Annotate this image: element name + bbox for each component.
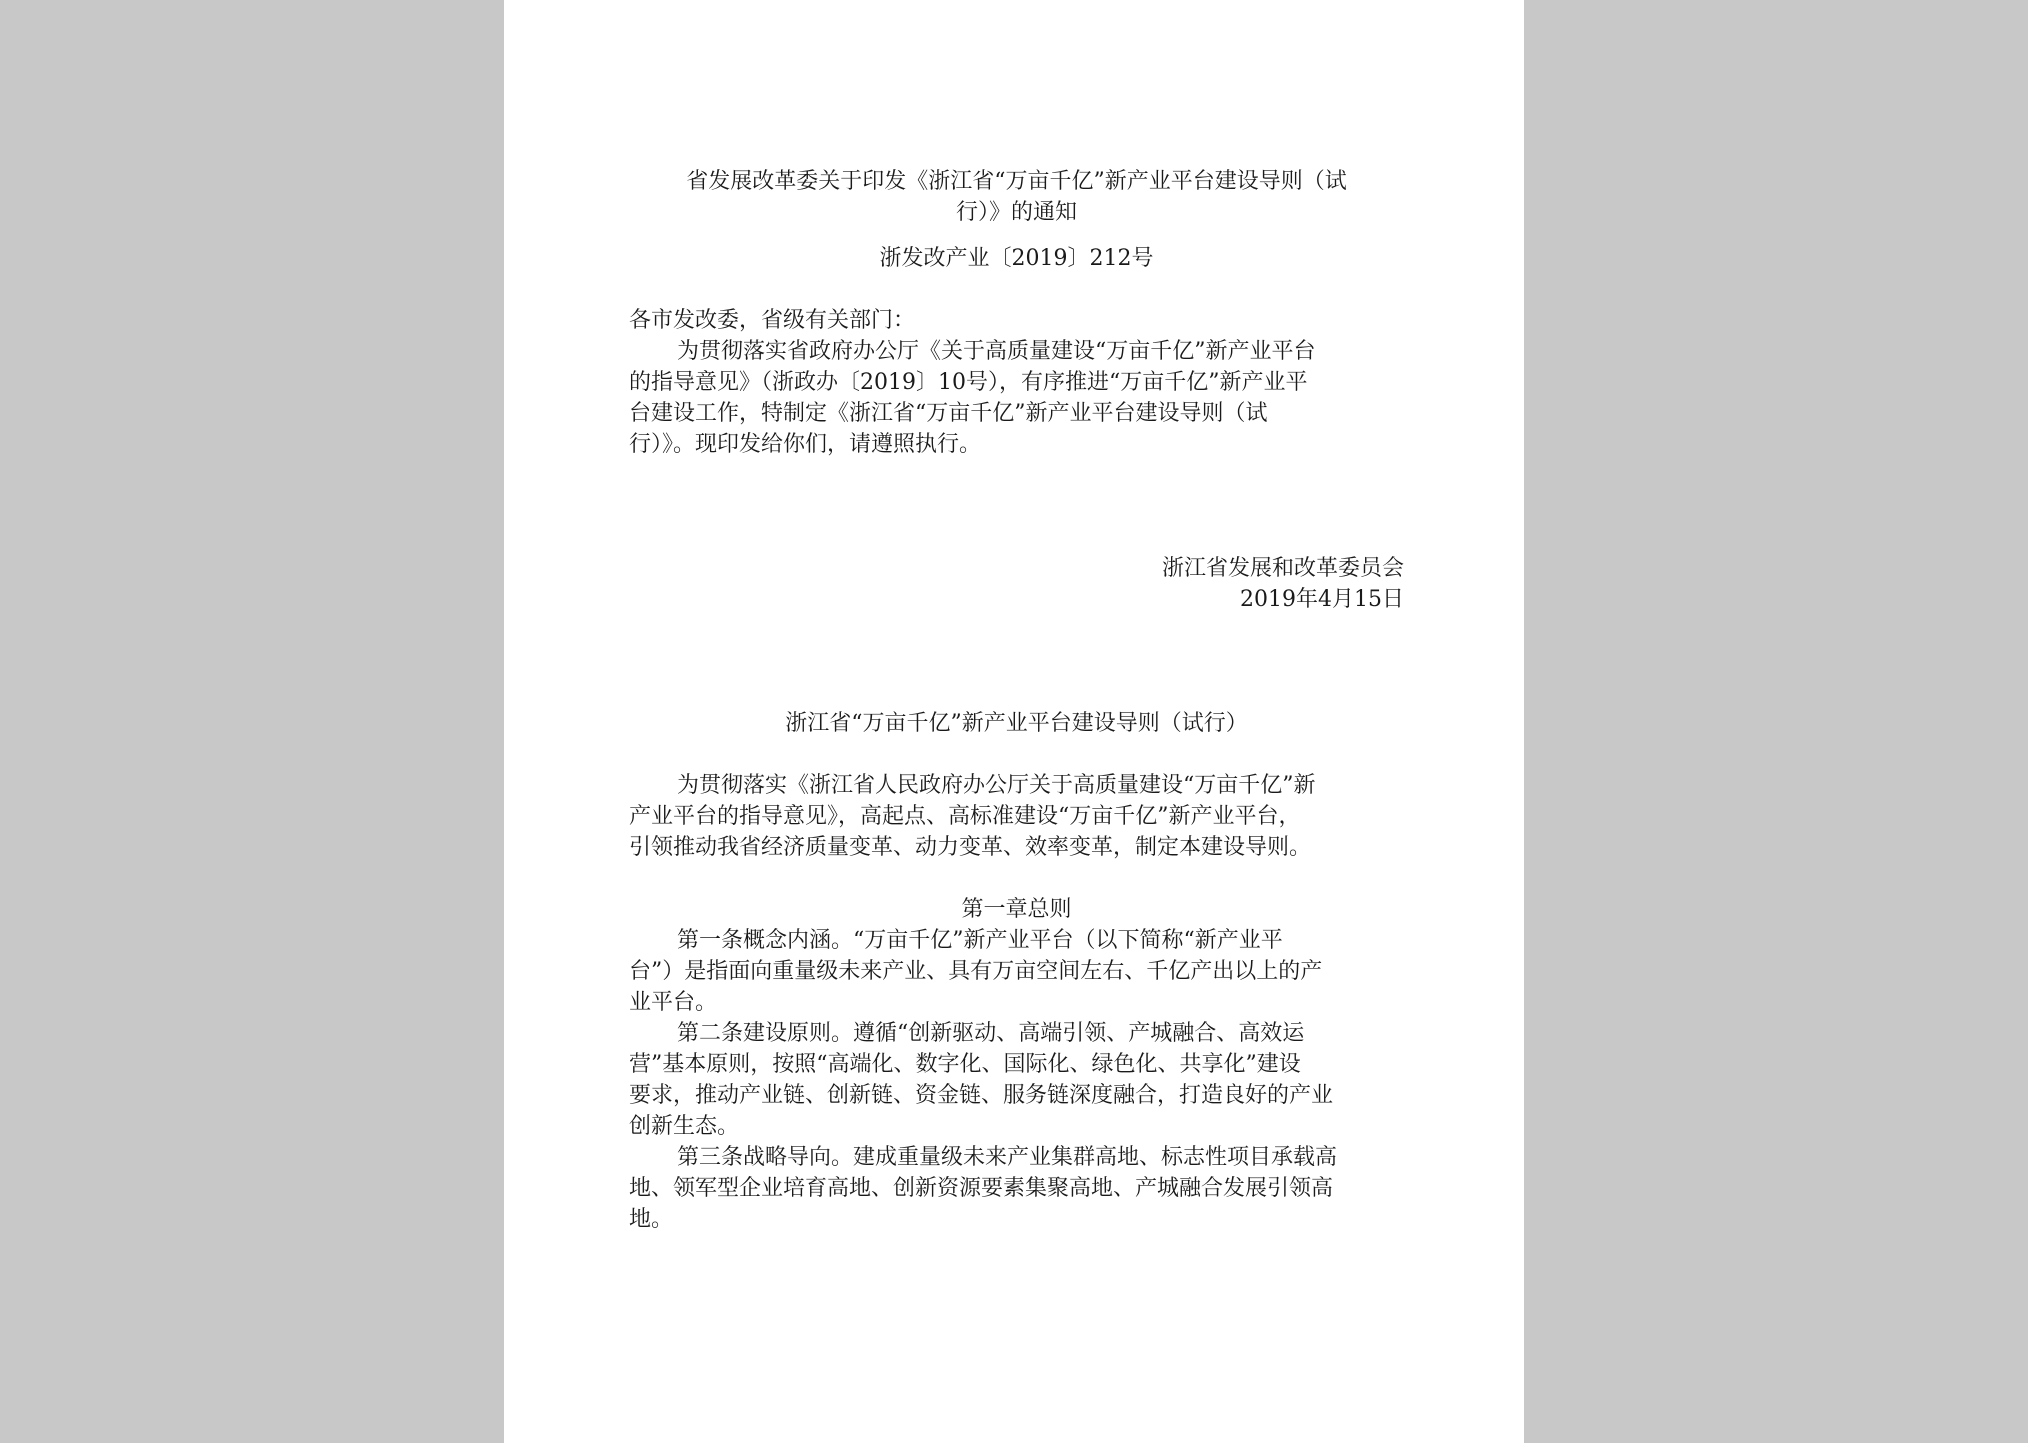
guideline-title: 浙江省“万亩千亿”新产业平台建设导则（试行）: [785, 711, 1248, 736]
article-2-line: 第二条建设原则。遵循“创新驱动、高端引领、产城融合、高效运: [677, 1021, 1305, 1046]
article-1-line: 业平台。: [629, 990, 718, 1015]
guideline-intro-line: 产业平台的指导意见》，高起点、高标准建设“万亩千亿”新产业平台，: [629, 804, 1301, 829]
notice-signature: 浙江省发展和改革委员会: [1161, 556, 1404, 581]
notice-date: 2019年4月15日: [1240, 587, 1404, 612]
article-3-line: 第三条战略导向。建成重量级未来产业集群高地、标志性项目承载高: [677, 1145, 1338, 1170]
chapter-1-title: 第一章总则: [961, 897, 1072, 922]
notice-body-line: 为贯彻落实省政府办公厅《关于高质量建设“万亩千亿”新产业平台: [677, 339, 1316, 364]
guideline-intro-line: 为贯彻落实《浙江省人民政府办公厅关于高质量建设“万亩千亿”新: [677, 773, 1316, 798]
article-2-line: 创新生态。: [629, 1114, 740, 1139]
notice-body-line: 台建设工作，特制定《浙江省“万亩千亿”新产业平台建设导则（试: [629, 401, 1268, 426]
article-2-line: 营”基本原则，按照“高端化、数字化、国际化、绿色化、共享化”建设: [629, 1052, 1301, 1077]
article-3-line: 地、领军型企业培育高地、创新资源要素集聚高地、产城融合发展引领高: [629, 1176, 1334, 1201]
notice-title-line-2: 行）》的通知: [955, 200, 1077, 225]
notice-doc-number: 浙发改产业〔2019〕212号: [879, 246, 1154, 271]
notice-addressee: 各市发改委，省级有关部门：: [629, 308, 916, 333]
article-1-line: 第一条概念内涵。“万亩千亿”新产业平台（以下简称“新产业平: [677, 928, 1283, 953]
notice-body-line: 行）》。现印发给你们，请遵照执行。: [629, 432, 982, 457]
article-1-line: 台”）是指面向重量级未来产业、具有万亩空间左右、千亿产出以上的产: [629, 959, 1323, 984]
article-3-line: 地。: [629, 1207, 674, 1232]
notice-body-line: 的指导意见》（浙政办〔2019〕10号），有序推进“万亩千亿”新产业平: [629, 370, 1308, 395]
article-2-line: 要求，推动产业链、创新链、资金链、服务链深度融合，打造良好的产业: [629, 1083, 1334, 1108]
guideline-intro-line: 引领推动我省经济质量变革、动力变革、效率变革，制定本建设导则。: [629, 835, 1312, 860]
document-page: [504, 0, 1524, 1443]
notice-title-line-1: 省发展改革委关于印发《浙江省“万亩千亿”新产业平台建设导则（试: [686, 169, 1347, 194]
